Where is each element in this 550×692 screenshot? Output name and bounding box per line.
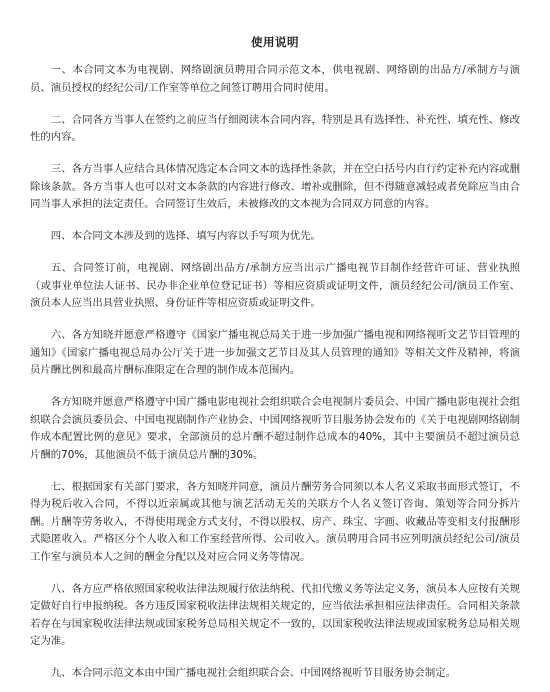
paragraph-2: 二、合同各方当事人在签约之前应当仔细阅读本合同内容，特别是具有选择性、补充性、填充性、修改性的内容。 [30,113,520,143]
paragraph-6-continued: 各方知晓并愿意严格遵守中国广播电影电视社会组织联合会电视制片委员会、中国广播电影电视社会组织联合会演员委员会、中国电视剧制作产业协会、中国网络视听节目服务协会发布的《关于电视剧网络剧制作成本配置比例的意见》要求，全部演员的总片酬不超过制作总成本的40%，其中主要演员不超过演员总片酬的70%，其他演员不低于演员总片酬的30%。 [30,396,520,461]
paragraph-7: 七、根据国家有关部门要求，各方知晓并同意，演员片酬劳务合同须以本人名义采取书面形式签订，不得为税后收入合同，不得以近亲属或其他与演艺活动无关的关联方个人名义签订咨询、策划等合同分拆片酬。片酬等劳务收入，不得使用现金方式支付，不得以股权、房产、珠宝、字画、收藏品等变相支付报酬形式隐匿收入。严格区分个人收入和工作室经营所得、公司收入。演员聘用合同书应列明演员经纪公司/演员工作室与演员本人之间的酬金分配以及对应合同义务等情况。 [30,480,520,563]
paragraph-3: 三、各方当事人应结合具体情况选定本合同文本的选择性条款，并在空白括号内自行约定补充内容或删除该条款。各方当事人也可以对文本条款的内容进行修改、增补或删除，但不得随意减轻或者免除应当由合同当事人承担的法定责任。合同签订生效后，未被修改的文本视为合同双方同意的内容。 [30,163,520,210]
document-title: 使用说明 [251,35,299,49]
paragraph-6: 六、各方知晓并愿意严格遵守《国家广播电视总局关于进一步加强广播电视和网络视听文艺节目管理的通知》《国家广播电视总局办公厅关于进一步加强文艺节目及其人员管理的通知》等相关文件及精神，将演员片酬比例和最高片酬标准限定在合理的制作成本范围内。 [30,329,520,376]
paragraph-4: 四、本合同文本涉及到的选择、填写内容以手写项为优先。 [50,230,321,242]
paragraph-8: 八、各方应严格依照国家税收法律法规履行依法纳税、代扣代缴义务等法定义务，演员本人应按有关规定做好自行申报纳税。各方违反国家税收法律法规相关规定的，应当依法承担相应法律责任。合同相关条款若存在与国家税收法律法规或国家税务总局相关规定不一致的，以国家税收法律法规或国家税务总局相关规定为准。 [30,582,520,647]
paragraph-9: 九、本合同示范文本由中国广播电视社会组织联合会、中国网络视听节目服务协会制定。 [50,667,457,679]
paragraph-1: 一、本合同文本为电视剧、网络剧演员聘用合同示范文本，供电视剧、网络剧的出品方/承制方与演员、演员授权的经纪公司/工作室等单位之间签订聘用合同时使用。 [30,64,520,94]
paragraph-5: 五、合同签订前，电视剧、网络剧出品方/承制方应当出示广播电视节目制作经营许可证、营业执照（或事业单位法人证书、民办非企业单位登记证书）等相应资质或证明文件，演员经纪公司/演员工作室、演员本人应当出具营业执照、身份证件等相应资质或证明文件。 [30,262,520,309]
